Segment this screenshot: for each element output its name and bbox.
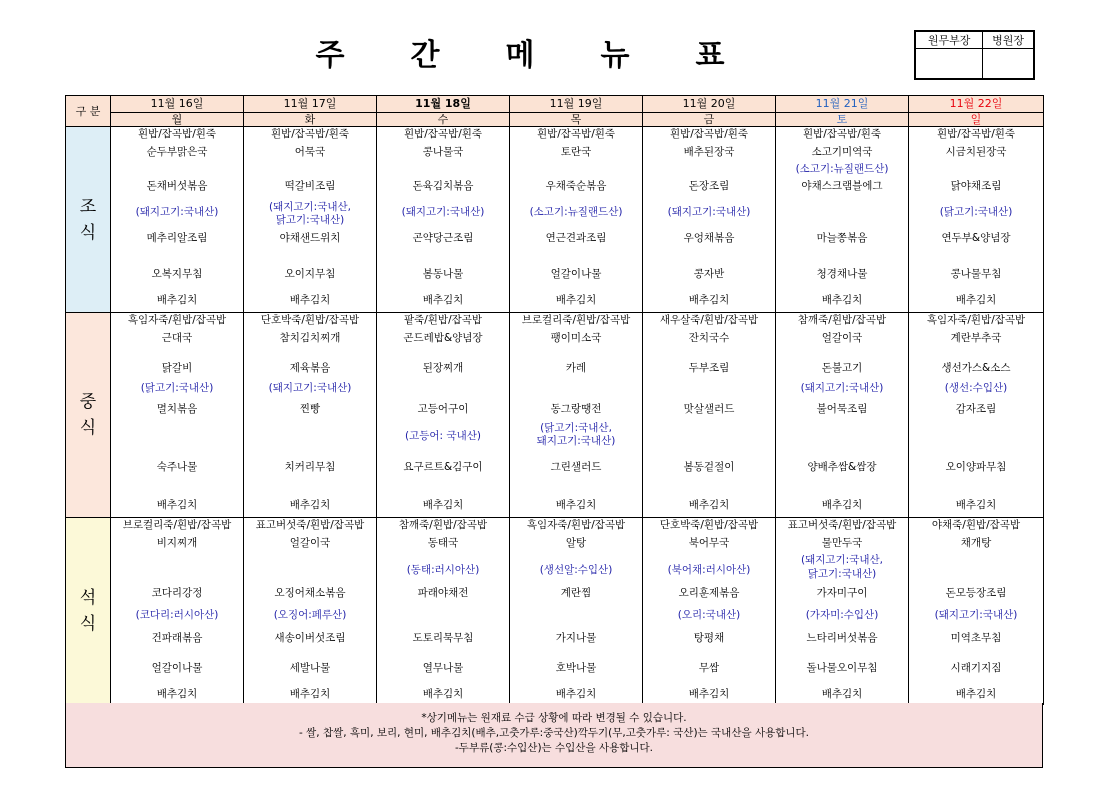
- origin-note: (생선알:수입산): [539, 564, 613, 576]
- menu-item: 우채죽순볶음: [545, 180, 607, 192]
- menu-item: 오리훈제볶음: [678, 587, 740, 599]
- menu-item: 흰밥/잡곡밥/흰죽: [270, 128, 350, 140]
- approval-sign-admin[interactable]: [915, 49, 983, 80]
- weekday-header: 토: [776, 113, 909, 127]
- meal-label-char: 식: [79, 418, 97, 438]
- menu-item: 얼갈이나물: [550, 268, 602, 280]
- menu-item: 호박나물: [555, 662, 597, 674]
- menu-item: 무쌈: [698, 662, 720, 674]
- menu-item: 참깨죽/흰밥/잡곡밥: [398, 519, 488, 531]
- menu-item: 고등어구이: [417, 403, 469, 415]
- menu-item: 닭갈비: [161, 362, 193, 374]
- menu-item: 연근견과조림: [545, 232, 607, 244]
- meal-label: [66, 518, 111, 705]
- menu-item: 제육볶음: [289, 362, 331, 374]
- menu-item: 그린샐러드: [550, 461, 602, 473]
- menu-cell: [111, 127, 244, 313]
- menu-item: 소고기미역국: [811, 146, 873, 158]
- menu-item: 배추김치: [955, 499, 997, 511]
- menu-item: 배추김치: [555, 499, 597, 511]
- menu-item: 알탕: [565, 537, 587, 549]
- menu-item: 돈불고기: [821, 362, 863, 374]
- notice-line: *상기메뉴는 원재료 수급 상황에 따라 변경될 수 있습니다.: [421, 712, 687, 724]
- menu-item: 가자미구이: [816, 587, 868, 599]
- menu-item: 맛살샐러드: [683, 403, 735, 415]
- menu-item: 배추김치: [555, 688, 597, 700]
- menu-item: 메추리알조림: [146, 232, 208, 244]
- origin-note: 닭고기:국내산): [275, 214, 345, 226]
- menu-item: 미역초무침: [950, 632, 1002, 644]
- menu-item: 우엉채볶음: [683, 232, 735, 244]
- menu-item: 감자조림: [955, 403, 997, 415]
- menu-cell: [510, 127, 643, 313]
- menu-item: 비지찌개: [156, 537, 198, 549]
- notice-footer: [65, 703, 1043, 768]
- origin-note: (돼지고기:국내산): [667, 206, 751, 218]
- origin-note: (오징어:페루산): [273, 609, 347, 621]
- menu-item: 파래야채전: [417, 587, 469, 599]
- menu-item: 흑임자죽/흰밥/잡곡밥: [526, 519, 626, 531]
- origin-note: (닭고기:국내산): [939, 206, 1013, 218]
- menu-item: 오이지무침: [284, 268, 336, 280]
- menu-item: 돈장조림: [688, 180, 730, 192]
- menu-item: 배추김치: [555, 294, 597, 306]
- origin-note: (닭고기:국내산): [140, 382, 214, 394]
- menu-item: 코다리강정: [151, 587, 203, 599]
- approval-label-admin: 원무부장: [915, 31, 983, 49]
- menu-item: 북어무국: [688, 537, 730, 549]
- menu-item: 콩나물국: [422, 146, 464, 158]
- weekly-menu-table: [65, 95, 1044, 705]
- notice-line: -두부류(콩:수입산)는 수입산을 사용합니다.: [455, 742, 653, 754]
- origin-note: (생선:수입산): [944, 382, 1008, 394]
- menu-item: 배추김치: [289, 688, 331, 700]
- menu-item: 봄동나물: [422, 268, 464, 280]
- menu-item: 흑임자죽/흰밥/잡곡밥: [926, 314, 1026, 326]
- weekday-header: 일: [909, 113, 1044, 127]
- menu-item: 멸치볶음: [156, 403, 198, 415]
- date-header: 11월 17일: [244, 96, 377, 113]
- menu-item: 돈모등장조림: [945, 587, 1007, 599]
- title-char: 간: [410, 38, 440, 73]
- date-header: 11월 16일: [111, 96, 244, 113]
- date-header: 11월 20일: [643, 96, 776, 113]
- menu-cell: [377, 313, 510, 518]
- approval-sign-director[interactable]: [983, 49, 1034, 80]
- date-header: 11월 19일: [510, 96, 643, 113]
- menu-item: 세발나물: [289, 662, 331, 674]
- weekday-header: 목: [510, 113, 643, 127]
- date-header: 11월 18일: [377, 96, 510, 113]
- meal-label-char: 식: [79, 222, 97, 243]
- menu-item: 야채죽/흰밥/잡곡밥: [931, 519, 1021, 531]
- weekday-header: 금: [643, 113, 776, 127]
- date-header: 11월 22일: [909, 96, 1044, 113]
- menu-item: 찐빵: [299, 403, 321, 415]
- menu-cell: [776, 518, 909, 705]
- menu-item: 배추김치: [289, 294, 331, 306]
- menu-cell: [377, 518, 510, 705]
- meal-label-char: 식: [79, 614, 97, 634]
- menu-item: 시금치된장국: [945, 146, 1007, 158]
- menu-cell: [510, 313, 643, 518]
- meal-label: [66, 127, 111, 313]
- menu-item: 계란찜: [560, 587, 592, 599]
- weekday-header: 수: [377, 113, 510, 127]
- menu-item: 토란국: [560, 146, 592, 158]
- menu-item: 열무나물: [422, 662, 464, 674]
- menu-item: 된장찌개: [422, 362, 464, 374]
- menu-item: 배추김치: [422, 499, 464, 511]
- origin-note: 닭고기:국내산): [807, 568, 877, 580]
- menu-item: 팥죽/흰밥/잡곡밥: [403, 314, 483, 326]
- menu-item: 흑임자죽/흰밥/잡곡밥: [127, 314, 227, 326]
- menu-item: 단호박죽/흰밥/잡곡밥: [659, 519, 759, 531]
- menu-cell: [909, 313, 1044, 518]
- menu-item: 배추김치: [688, 294, 730, 306]
- origin-note: (북어채:러시아산): [667, 564, 751, 576]
- menu-item: 단호박죽/흰밥/잡곡밥: [260, 314, 360, 326]
- menu-item: 배추김치: [422, 688, 464, 700]
- origin-note: (오리:국내산): [677, 609, 741, 621]
- menu-item: 흰밥/잡곡밥/흰죽: [936, 128, 1016, 140]
- menu-item: 콩나물무침: [950, 268, 1002, 280]
- menu-item: 팽이미소국: [550, 332, 602, 344]
- menu-item: 배추김치: [289, 499, 331, 511]
- menu-item: 브로컬리죽/흰밥/잡곡밥: [521, 314, 631, 326]
- menu-cell: [111, 518, 244, 705]
- origin-note: (돼지고기:국내산): [135, 206, 219, 218]
- menu-item: 얼갈이국: [289, 537, 331, 549]
- menu-cell: [776, 313, 909, 518]
- menu-item: 오이양파무침: [945, 461, 1007, 473]
- origin-note: (돼지고기:국내산): [934, 609, 1018, 621]
- menu-item: 배추김치: [156, 688, 198, 700]
- origin-note: (돼지고기:국내산,: [269, 201, 351, 213]
- origin-note: (고등어: 국내산): [405, 430, 481, 442]
- menu-item: 닭야채조림: [950, 180, 1002, 192]
- gubun-header: 구 분: [66, 96, 111, 127]
- origin-note: (코다리:러시아산): [135, 609, 219, 621]
- menu-item: 떡갈비조림: [284, 180, 336, 192]
- meal-label-char: 석: [79, 588, 97, 608]
- menu-item: 잔치국수: [688, 332, 730, 344]
- menu-item: 청경채나물: [816, 268, 868, 280]
- menu-item: 돌나물오이무침: [806, 662, 878, 674]
- origin-note: (돼지고기:국내산): [800, 382, 884, 394]
- menu-item: 배추김치: [688, 688, 730, 700]
- menu-item: 새우살죽/흰밥/잡곡밥: [659, 314, 759, 326]
- menu-item: 요구르트&김구이: [403, 461, 483, 473]
- approval-box: [914, 30, 1035, 80]
- menu-item: 근대국: [161, 332, 193, 344]
- weekday-header: 월: [111, 113, 244, 127]
- menu-item: 마늘쫑볶음: [816, 232, 868, 244]
- meal-label-char: 중: [79, 392, 97, 412]
- menu-item: 흰밥/잡곡밥/흰죽: [536, 128, 616, 140]
- menu-item: 곤약당근조림: [412, 232, 474, 244]
- origin-note: (닭고기:국내산,: [540, 422, 612, 434]
- title-char: 메: [505, 38, 535, 73]
- notice-line: - 쌀, 찹쌀, 흑미, 보리, 현미, 배추김치(배추,고춧가루:중국산)깍두기(무,고춧가루: 국산)는 국내산을 사용합니다.: [299, 727, 809, 739]
- menu-item: 배추김치: [156, 499, 198, 511]
- origin-note: (동태:러시아산): [406, 564, 480, 576]
- menu-item: 표고버섯죽/흰밥/잡곡밥: [255, 519, 365, 531]
- menu-item: 야채스크램블에그: [801, 180, 883, 192]
- menu-item: 돈육김치볶음: [412, 180, 474, 192]
- date-header: 11월 21일: [776, 96, 909, 113]
- menu-item: 불어묵조림: [816, 403, 868, 415]
- origin-note: 돼지고기:국내산): [536, 435, 616, 447]
- menu-item: 치커리무침: [284, 461, 336, 473]
- approval-label-director: 병원장: [983, 31, 1034, 49]
- title-char: 표: [695, 38, 725, 73]
- origin-note: (돼지고기:국내산,: [801, 554, 883, 566]
- menu-item: 배추김치: [955, 688, 997, 700]
- menu-cell: [510, 518, 643, 705]
- menu-item: 물만두국: [821, 537, 863, 549]
- menu-item: 표고버섯죽/흰밥/잡곡밥: [787, 519, 897, 531]
- menu-item: 두부조림: [688, 362, 730, 374]
- origin-note: (소고기:뉴질랜드산): [529, 206, 623, 218]
- menu-item: 흰밥/잡곡밥/흰죽: [802, 128, 882, 140]
- menu-item: 얼갈이나물: [151, 662, 203, 674]
- menu-cell: [909, 518, 1044, 705]
- meal-label: [66, 313, 111, 518]
- menu-item: 돈채버섯볶음: [146, 180, 208, 192]
- menu-item: 배추김치: [688, 499, 730, 511]
- menu-cell: [244, 518, 377, 705]
- meal-label-char: 조: [79, 196, 97, 217]
- menu-item: 어묵국: [294, 146, 326, 158]
- menu-item: 순두부맑은국: [146, 146, 208, 158]
- menu-item: 배추김치: [422, 294, 464, 306]
- menu-item: 배추김치: [955, 294, 997, 306]
- origin-note: (소고기:뉴질랜드산): [795, 163, 889, 175]
- origin-note: (돼지고기:국내산): [401, 206, 485, 218]
- menu-item: 채개탕: [960, 537, 992, 549]
- menu-item: 참치김치찌개: [279, 332, 341, 344]
- menu-item: 시래기지짐: [950, 662, 1002, 674]
- menu-item: 야채샌드위치: [279, 232, 341, 244]
- menu-item: 참깨죽/흰밥/잡곡밥: [797, 314, 887, 326]
- menu-cell: [244, 313, 377, 518]
- menu-item: 숙주나물: [156, 461, 198, 473]
- title-char: 주: [315, 38, 345, 73]
- page-title: [300, 32, 740, 72]
- menu-item: 배추김치: [156, 294, 198, 306]
- menu-item: 새송이버섯조림: [274, 632, 346, 644]
- weekday-header: 화: [244, 113, 377, 127]
- menu-item: 동그랑땡전: [550, 403, 602, 415]
- menu-item: 봄동겉절이: [683, 461, 735, 473]
- menu-item: 콩자반: [693, 268, 725, 280]
- menu-item: 곤드레밥&양념장: [403, 332, 483, 344]
- menu-cell: [776, 127, 909, 313]
- menu-item: 배추김치: [821, 499, 863, 511]
- menu-item: 흰밥/잡곡밥/흰죽: [137, 128, 217, 140]
- menu-item: 계란부추국: [950, 332, 1002, 344]
- menu-item: 오복지무침: [151, 268, 203, 280]
- origin-note: (돼지고기:국내산): [268, 382, 352, 394]
- menu-item: 흰밥/잡곡밥/흰죽: [669, 128, 749, 140]
- menu-item: 얼갈이국: [821, 332, 863, 344]
- menu-item: 도토리묵무침: [412, 632, 474, 644]
- menu-cell: [111, 313, 244, 518]
- menu-cell: [909, 127, 1044, 313]
- menu-item: 가지나물: [555, 632, 597, 644]
- menu-item: 탕평채: [693, 632, 725, 644]
- menu-cell: [643, 313, 776, 518]
- menu-item: 연두부&양념장: [941, 232, 1011, 244]
- menu-item: 흰밥/잡곡밥/흰죽: [403, 128, 483, 140]
- menu-item: 건파래볶음: [151, 632, 203, 644]
- menu-item: 동태국: [427, 537, 459, 549]
- menu-cell: [377, 127, 510, 313]
- menu-cell: [643, 127, 776, 313]
- menu-cell: [643, 518, 776, 705]
- menu-cell: [244, 127, 377, 313]
- menu-item: 배추김치: [821, 294, 863, 306]
- menu-item: 오징어채소볶음: [274, 587, 346, 599]
- origin-note: (가자미:수입산): [805, 609, 879, 621]
- menu-item: 양배추쌈&쌈장: [807, 461, 877, 473]
- menu-item: 생선가스&소스: [941, 362, 1011, 374]
- title-char: 뉴: [600, 38, 630, 73]
- menu-item: 느타리버섯볶음: [806, 632, 878, 644]
- menu-item: 카레: [565, 362, 587, 374]
- menu-item: 배추된장국: [683, 146, 735, 158]
- menu-item: 배추김치: [821, 688, 863, 700]
- menu-item: 브로컬리죽/흰밥/잡곡밥: [122, 519, 232, 531]
